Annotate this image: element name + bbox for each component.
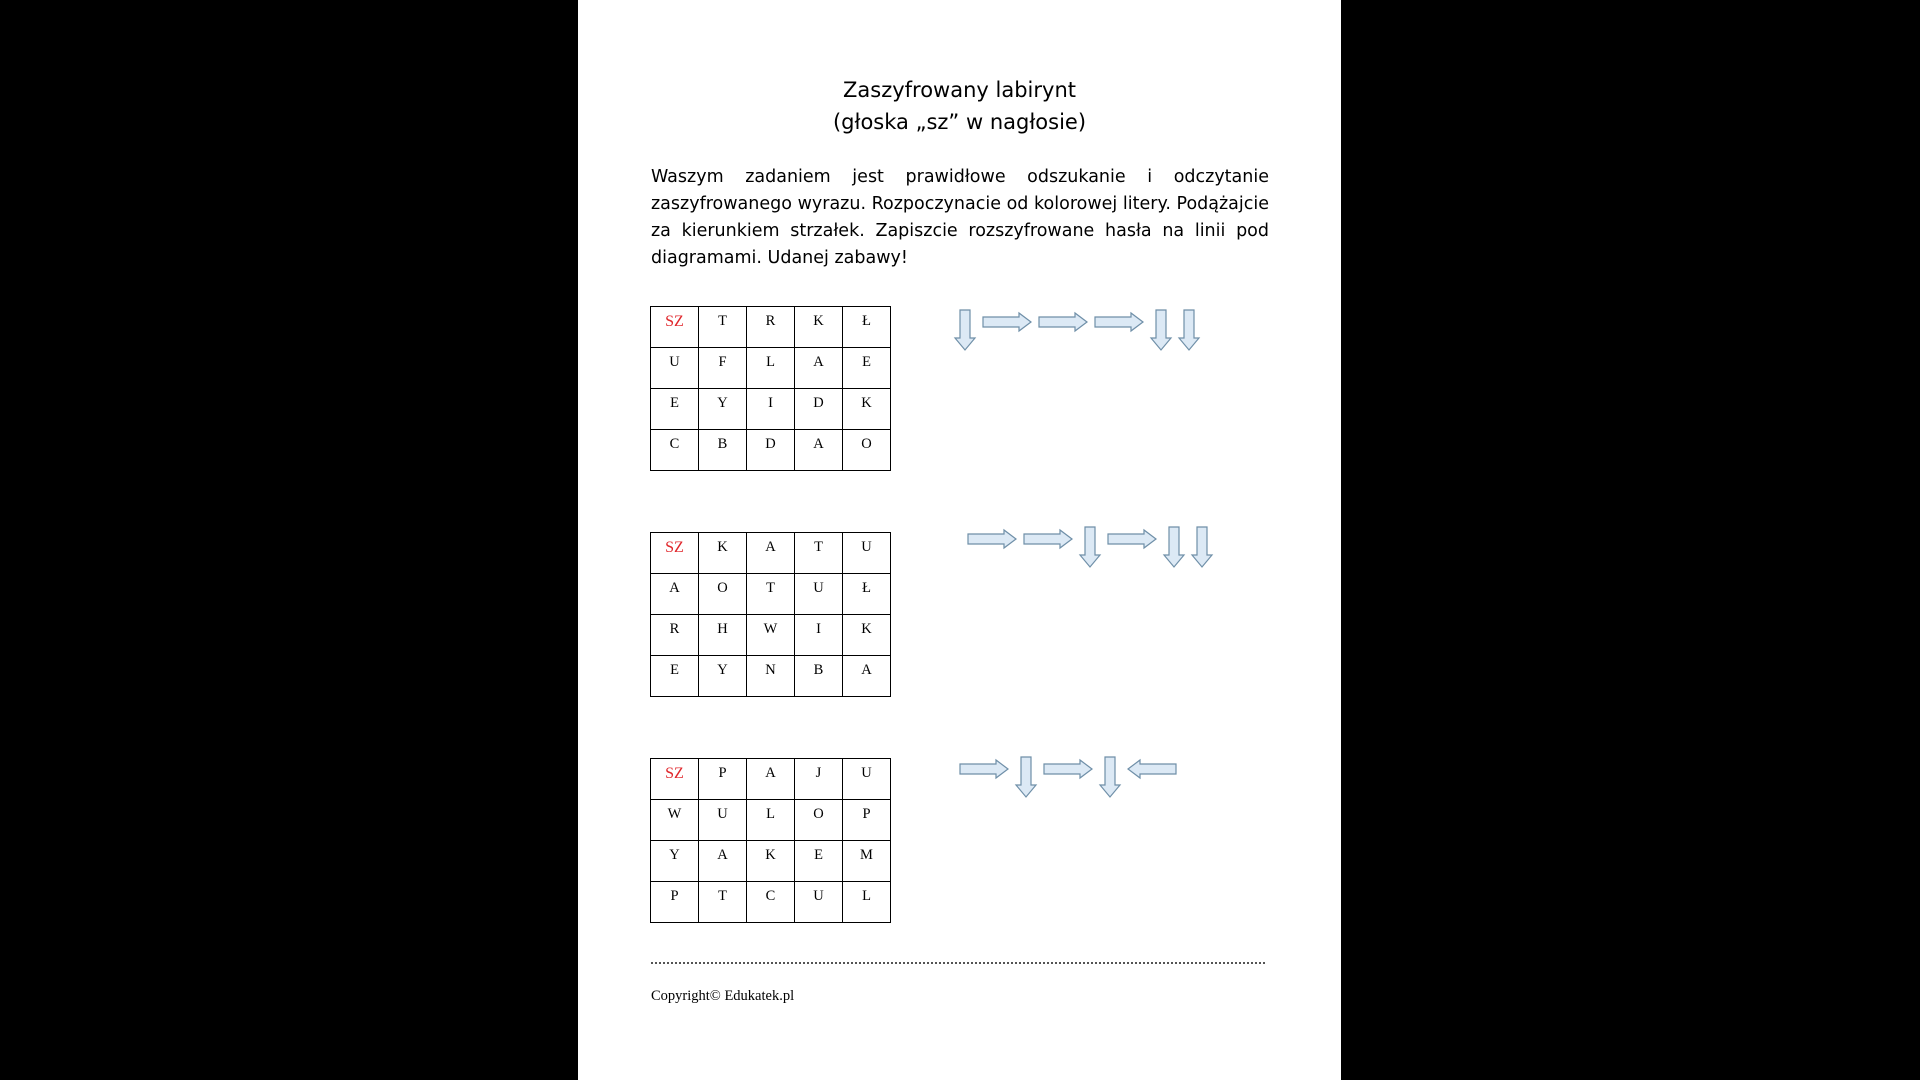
arrow-right-icon (960, 760, 1008, 778)
grid-row (651, 307, 891, 348)
arrow-right-icon (968, 530, 1016, 548)
grid-cell: Y (699, 389, 747, 430)
grid-cell: U (699, 800, 747, 841)
grid-row (651, 800, 891, 841)
grid-cell: H (699, 615, 747, 656)
grid-cell: A (795, 348, 843, 389)
arrow-down-icon (955, 310, 975, 350)
arrow-right-icon (1044, 760, 1092, 778)
instructions-paragraph: Waszym zadaniem jest prawidłowe odszukanie i odczytanie zaszyfrowanego wyrazu. Rozpoczynacie od kolorowej litery. Podążajcie za kierunkiem strzałek. Zapiszcie rozszyfrowane hasła na linii pod diagramami. Udanej zabawy! (651, 167, 1269, 268)
grid-cell: L (843, 882, 891, 923)
grid-cell: P (843, 800, 891, 841)
grid-cell: I (747, 389, 795, 430)
grid-cell: A (843, 656, 891, 697)
grid-cell: A (747, 533, 795, 574)
arrow-sequence-2 (964, 525, 1224, 575)
grid-cell-start: SZ (651, 307, 699, 348)
grid-cell: U (843, 533, 891, 574)
arrow-down-icon (1164, 527, 1184, 567)
grid-cell: K (699, 533, 747, 574)
arrow-down-icon (1080, 527, 1100, 567)
grid-cell: J (795, 759, 843, 800)
letter-grid-2 (650, 532, 891, 697)
grid-cell: U (795, 882, 843, 923)
grid-cell: U (651, 348, 699, 389)
grid-cell: R (651, 615, 699, 656)
grid-cell: T (699, 307, 747, 348)
grid-row (651, 533, 891, 574)
grid-cell: A (699, 841, 747, 882)
grid-cell: B (795, 656, 843, 697)
page-subtitle: (głoska „sz” w nagłosie) (832, 110, 1087, 134)
arrow-right-icon (983, 313, 1031, 331)
grid-cell: O (843, 430, 891, 471)
grid-cell: A (795, 430, 843, 471)
arrow-right-icon (1108, 530, 1156, 548)
grid-cell: W (651, 800, 699, 841)
grid-cell: B (699, 430, 747, 471)
letter-grid-1 (650, 306, 891, 471)
grid-cell: P (699, 759, 747, 800)
grid-cell: E (795, 841, 843, 882)
grid-cell: U (843, 759, 891, 800)
grid-row (651, 882, 891, 923)
grid-cell: T (699, 882, 747, 923)
arrow-down-icon (1016, 757, 1036, 797)
grid-cell: O (795, 800, 843, 841)
grid-row (651, 430, 891, 471)
arrow-down-icon (1100, 757, 1120, 797)
grid-cell-start: SZ (651, 759, 699, 800)
grid-cell: K (843, 389, 891, 430)
arrow-down-icon (1179, 310, 1199, 350)
grid-cell: E (651, 656, 699, 697)
grid-cell: U (795, 574, 843, 615)
grid-cell: Y (651, 841, 699, 882)
grid-cell: D (795, 389, 843, 430)
grid-cell: Ł (843, 574, 891, 615)
grid-cell: C (747, 882, 795, 923)
arrow-right-icon (1039, 313, 1087, 331)
grid-cell: C (651, 430, 699, 471)
grid-cell: T (795, 533, 843, 574)
grid-cell: K (795, 307, 843, 348)
grid-row (651, 759, 891, 800)
grid-row (651, 574, 891, 615)
copyright-text: Copyright© Edukatek.pl (651, 988, 795, 1004)
arrow-sequence-3 (956, 755, 1216, 805)
arrow-down-icon (1151, 310, 1171, 350)
grid-cell: L (747, 800, 795, 841)
arrow-left-icon (1128, 760, 1176, 778)
arrow-down-icon (1192, 527, 1212, 567)
letter-grid-3 (650, 758, 891, 923)
grid-cell: O (699, 574, 747, 615)
grid-cell: M (843, 841, 891, 882)
grid-cell: T (747, 574, 795, 615)
grid-cell: A (651, 574, 699, 615)
grid-cell: Y (699, 656, 747, 697)
grid-cell: E (651, 389, 699, 430)
grid-row (651, 389, 891, 430)
grid-cell: Ł (843, 307, 891, 348)
grid-cell: E (843, 348, 891, 389)
grid-cell: N (747, 656, 795, 697)
grid-cell: F (699, 348, 747, 389)
grid-cell: R (747, 307, 795, 348)
grid-cell-start: SZ (651, 533, 699, 574)
grid-cell: K (843, 615, 891, 656)
grid-cell: P (651, 882, 699, 923)
grid-row (651, 615, 891, 656)
grid-row (651, 841, 891, 882)
grid-cell: I (795, 615, 843, 656)
grid-cell: L (747, 348, 795, 389)
grid-row (651, 348, 891, 389)
document-page (578, 0, 1341, 1080)
answer-line (651, 962, 1265, 964)
arrow-right-icon (1095, 313, 1143, 331)
grid-cell: K (747, 841, 795, 882)
arrow-sequence-1 (951, 308, 1211, 358)
grid-row (651, 656, 891, 697)
grid-cell: A (747, 759, 795, 800)
grid-cell: W (747, 615, 795, 656)
page-title: Zaszyfrowany labirynt (843, 78, 1076, 102)
arrow-right-icon (1024, 530, 1072, 548)
grid-cell: D (747, 430, 795, 471)
